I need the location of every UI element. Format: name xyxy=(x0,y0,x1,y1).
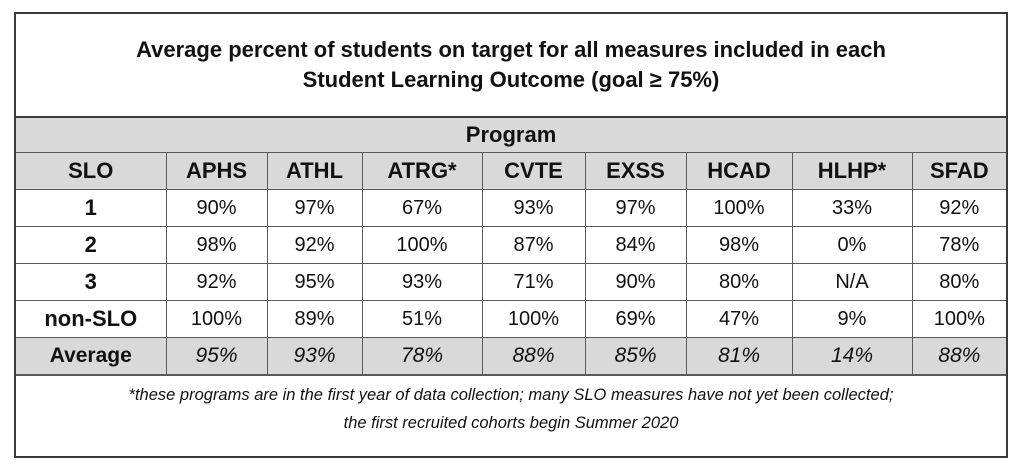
table-cell: 80% xyxy=(686,264,792,301)
column-header-aphs: APHS xyxy=(166,153,267,190)
column-header-hlhp: HLHP* xyxy=(792,153,912,190)
column-header-slo: SLO xyxy=(16,153,166,190)
column-header-exss: EXSS xyxy=(585,153,686,190)
table-cell: 0% xyxy=(792,227,912,264)
table-cell: 51% xyxy=(362,301,482,338)
table-cell: 78% xyxy=(912,227,1006,264)
table-cell: 92% xyxy=(267,227,362,264)
program-group-header: Program xyxy=(16,118,1006,153)
table-row xyxy=(16,227,1006,264)
row-label: 1 xyxy=(16,190,166,227)
column-header-atrg: ATRG* xyxy=(362,153,482,190)
row-label: non-SLO xyxy=(16,301,166,338)
table-cell: 9% xyxy=(792,301,912,338)
table-cell: 33% xyxy=(792,190,912,227)
row-label: 3 xyxy=(16,264,166,301)
title-line-2: Student Learning Outcome (goal ≥ 75%) xyxy=(302,67,720,92)
table-cell: 100% xyxy=(912,301,1006,338)
table-cell: 92% xyxy=(166,264,267,301)
table-cell: 93% xyxy=(362,264,482,301)
footnote-line-1: *these programs are in the first year of data collection; many SLO measures have not yet been collected; xyxy=(128,386,894,404)
column-header-hcad: HCAD xyxy=(686,153,792,190)
table-cell: 98% xyxy=(686,227,792,264)
column-header-athl: ATHL xyxy=(267,153,362,190)
average-cell: 93% xyxy=(267,338,362,375)
column-header-row xyxy=(16,153,1006,190)
table-cell: 67% xyxy=(362,190,482,227)
average-cell: 88% xyxy=(482,338,585,375)
average-cell: 85% xyxy=(585,338,686,375)
figure-title xyxy=(16,14,1006,118)
table-cell: N/A xyxy=(792,264,912,301)
table-cell: 100% xyxy=(362,227,482,264)
table-cell: 89% xyxy=(267,301,362,338)
row-label: 2 xyxy=(16,227,166,264)
average-cell: 78% xyxy=(362,338,482,375)
average-label: Average xyxy=(16,338,166,375)
table-cell: 90% xyxy=(166,190,267,227)
column-header-sfad: SFAD xyxy=(912,153,1006,190)
average-row xyxy=(16,338,1006,375)
table-cell: 95% xyxy=(267,264,362,301)
table-cell: 69% xyxy=(585,301,686,338)
footnote xyxy=(16,375,1006,437)
average-cell: 14% xyxy=(792,338,912,375)
table-cell: 97% xyxy=(267,190,362,227)
column-header-cvte: CVTE xyxy=(482,153,585,190)
table-cell: 47% xyxy=(686,301,792,338)
table-row xyxy=(16,301,1006,338)
table-figure xyxy=(14,12,1008,458)
table-cell: 100% xyxy=(686,190,792,227)
table-cell: 90% xyxy=(585,264,686,301)
table-row xyxy=(16,190,1006,227)
average-cell: 88% xyxy=(912,338,1006,375)
table-cell: 71% xyxy=(482,264,585,301)
table-cell: 98% xyxy=(166,227,267,264)
table-cell: 100% xyxy=(166,301,267,338)
table-cell: 80% xyxy=(912,264,1006,301)
results-table xyxy=(16,118,1006,375)
table-cell: 93% xyxy=(482,190,585,227)
table-cell: 97% xyxy=(585,190,686,227)
table-cell: 87% xyxy=(482,227,585,264)
average-cell: 95% xyxy=(166,338,267,375)
title-line-1: Average percent of students on target for all measures included in each xyxy=(136,37,886,62)
footnote-line-2: the first recruited cohorts begin Summer 2020 xyxy=(343,414,679,432)
table-row xyxy=(16,264,1006,301)
table-cell: 84% xyxy=(585,227,686,264)
average-cell: 81% xyxy=(686,338,792,375)
table-cell: 92% xyxy=(912,190,1006,227)
table-cell: 100% xyxy=(482,301,585,338)
